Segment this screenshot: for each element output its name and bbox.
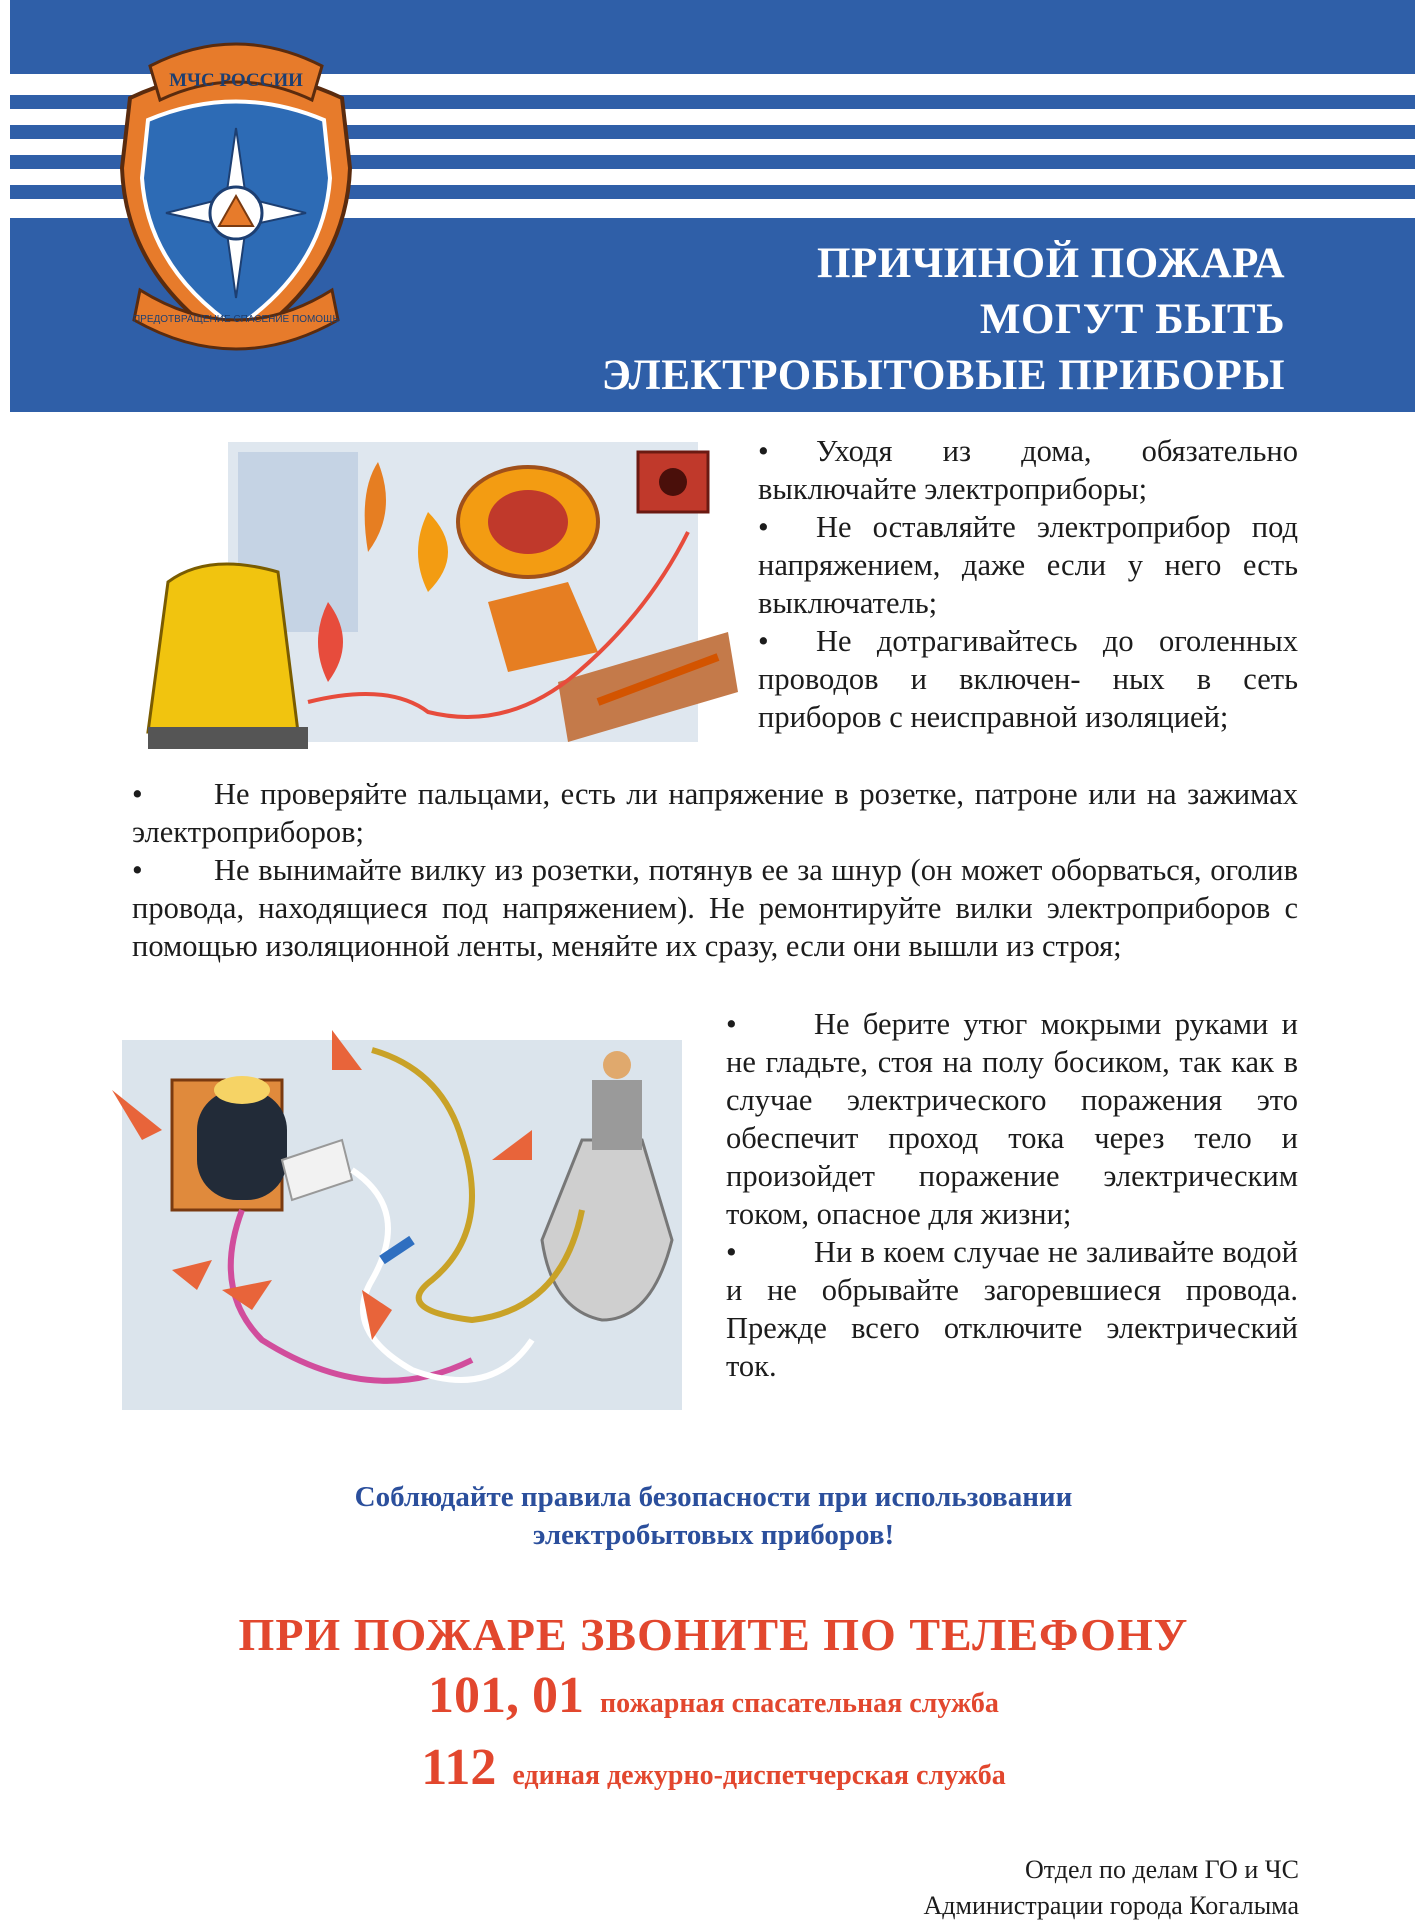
list-item <box>132 775 1298 851</box>
rule-text: Не вынимайте вилку из розетки, потянув ее за шнур (он может оборваться, оголив провода, находящиеся под напряжением). Не ремонтируйте вилки электроприборов с помощью изоляционной ленты, меняйте их сразу, если они вышли из строя; <box>132 853 1298 963</box>
bullet: • <box>726 1007 737 1041</box>
department-signature <box>924 1852 1299 1924</box>
safety-rules-top <box>758 432 1298 736</box>
appliances-fire-illustration <box>128 432 748 757</box>
bullet: • <box>758 510 769 544</box>
bullet: • <box>132 777 143 811</box>
safety-rules-middle <box>132 775 1298 965</box>
emergency-contacts <box>0 1605 1427 1809</box>
phone-number: 112 <box>421 1739 497 1796</box>
emergency-title: ПРИ ПОЖАРЕ ЗВОНИТЕ ПО ТЕЛЕФОНУ <box>238 1609 1189 1660</box>
safety-note <box>0 1478 1427 1554</box>
title-line: ПРИЧИНОЙ ПОЖАРА <box>817 240 1285 287</box>
title-line: МОГУТ БЫТЬ <box>979 296 1285 343</box>
department-line: Администрации города Когалыма <box>923 1891 1299 1920</box>
emblem-motto: ПРЕДОТВРАЩЕНИЕ СПАСЕНИЕ ПОМОЩЬ <box>132 314 340 325</box>
rule-text: Не проверяйте пальцами, есть ли напряжение в розетке, патроне или на зажимах электроприборов; <box>132 777 1298 849</box>
list-item <box>132 851 1298 965</box>
list-item <box>758 432 1298 508</box>
safety-rules-bottom <box>726 1005 1298 1385</box>
rule-text: Не оставляйте электроприбор под напряжением, даже если у него есть выключатель; <box>758 510 1298 620</box>
list-item <box>726 1233 1298 1385</box>
rule-text: Ни в коем случае не заливайте водой и не обрывайте загоревшиеся провода. Прежде всего отключите электрический ток. <box>726 1235 1298 1383</box>
safety-note-line: электробытовых приборов! <box>532 1519 895 1551</box>
rule-text: Не дотрагивайтесь до оголенных проводов и включен- ных в сеть приборов с неисправной изоляцией; <box>758 624 1298 734</box>
title-line: ЭЛЕКТРОБЫТОВЫЕ ПРИБОРЫ <box>601 352 1285 399</box>
list-item <box>726 1005 1298 1233</box>
bullet: • <box>726 1235 737 1269</box>
department-line: Отдел по делам ГО и ЧС <box>1024 1855 1299 1884</box>
bullet: • <box>758 434 769 468</box>
phone-number: 101, 01 <box>428 1667 585 1724</box>
bullet: • <box>132 853 143 887</box>
list-item <box>758 508 1298 622</box>
service-name: пожарная спасательная служба <box>600 1688 999 1719</box>
rule-text: Не берите утюг мокрыми руками и не гладьте, стоя на полу босиком, так как в случае электрического поражения это обеспечит проход тока через тело и произойдет поражение электрическим током, опасное для жизни; <box>726 1007 1298 1231</box>
faulty-wiring-illustration <box>112 1010 712 1420</box>
page-title <box>602 236 1285 404</box>
bullet: • <box>758 624 769 658</box>
emergency-line <box>0 1667 1427 1737</box>
emblem-title: МЧС РОССИИ <box>169 70 303 91</box>
mchs-emblem-logo <box>110 28 362 363</box>
rule-text: Уходя из дома, обязательно выключайте электроприборы; <box>758 434 1298 506</box>
emergency-line <box>0 1739 1427 1809</box>
service-name: единая дежурно-диспетчерская служба <box>512 1760 1006 1791</box>
safety-note-line: Соблюдайте правила безопасности при использовании <box>354 1481 1073 1513</box>
list-item <box>758 622 1298 736</box>
